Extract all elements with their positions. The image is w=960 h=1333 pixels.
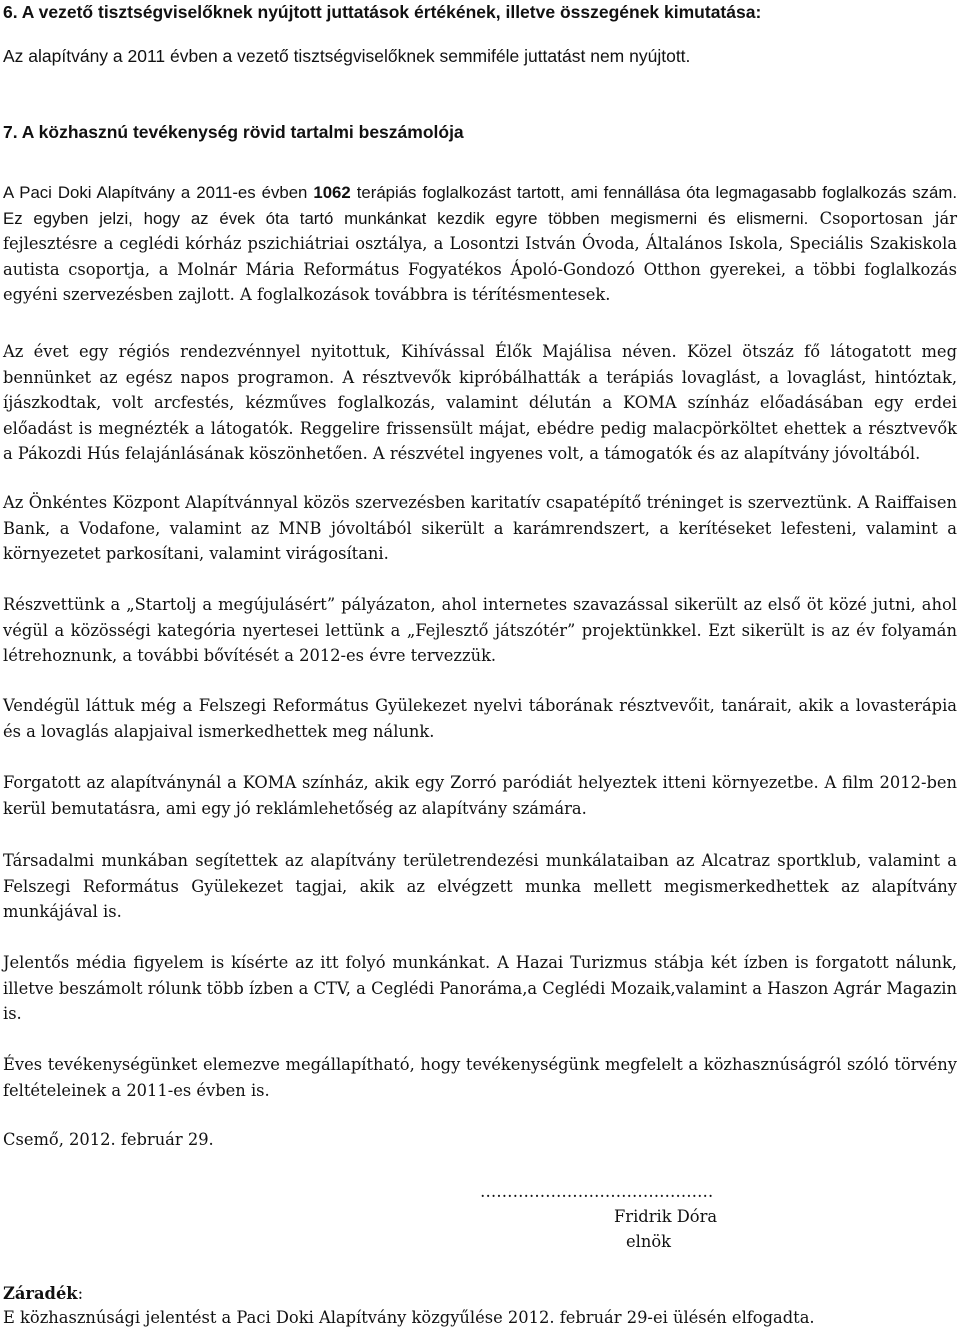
clause-colon: : bbox=[77, 1284, 84, 1303]
clause-text: E közhasznúsági jelentést a Paci Doki Alapítvány közgyűlése 2012. február 29-ei ülésén elfogadta. bbox=[3, 1308, 815, 1327]
activity-paragraph-1 bbox=[3, 180, 957, 308]
clause-label: Záradék bbox=[3, 1284, 78, 1303]
activity-paragraph-6: Forgatott az alapítványnál a KOMA színház, akik egy Zorró paródiát helyeztek itteni környezetbe. A film 2012-ben kerül bemutatásra, ami egy jó reklámlehetőség az alapítvány számára. bbox=[3, 773, 957, 818]
paragraph-1-groups: Csoportosan jár fejlesztésre a ceglédi kórház pszichiátriai osztálya, a Losontzi István Óvoda, Általános Iskola, Speciális Szakiskola autista csoportja, a Molnár Mária Református Fogyatékos Ápoló-Gondozó Otthon gyerekei, a többi foglalkozás egyéni szervezésben zajlott. A foglalkozások továbbra is térítésmentesek. bbox=[3, 208, 957, 304]
activity-paragraph-8: Jelentős média figyelem is kísérte az itt folyó munkánkat. A Hazai Turizmus stábja két ízben is forgatott nálunk, illetve beszámolt rólunk több ízben a CTV, a Ceglédi Panoráma,a Ceglédi Mozaik,valamint a Haszon Agrár Magazin is. bbox=[3, 953, 957, 1023]
paragraph-1-lead: A Paci Doki Alapítvány a 2011-es évben bbox=[3, 183, 314, 202]
signature-line: ……………………………………. bbox=[480, 1182, 714, 1201]
signatory-title: elnök bbox=[626, 1232, 671, 1251]
signatory-name: Fridrik Dóra bbox=[614, 1207, 718, 1226]
activity-paragraph-9: Éves tevékenységünket elemezve megállapítható, hogy tevékenységünk megfelelt a közhasznúságról szóló törvény feltételeinek a 2011-es évben is. bbox=[3, 1055, 957, 1100]
place-and-date: Csemő, 2012. február 29. bbox=[3, 1130, 214, 1149]
clause-heading bbox=[3, 1283, 83, 1305]
activity-paragraph-2: Az évet egy régiós rendezvénnyel nyitottuk, Kihívással Élők Majálisa néven. Közel ötszáz fő látogatott meg bennünket az egész napos programon. A résztvevők kipróbálhatták a terápiás lovaglást, a lovaglást, hintóztak, íjászkodtak, volt arcfestés, kézműves foglalkozás, valamint délután a KOMA színház előadásában egy erdei előadást is megnézték a látogatók. Reggelire frissensült májat, ebédre pedig malacpörköltet ehettek a résztvevők a Pákozdi Hús felajánlásának köszönhetően. A részvétel ingyenes volt, a támogatók és az alapítvány jóvoltából. bbox=[3, 342, 957, 463]
activity-paragraph-4: Részvettünk a „Startolj a megújulásért” pályázaton, ahol internetes szavazással sikerült az első öt közé jutni, ahol végül a közösségi kategória nyertesei lettünk a „Fejlesztő játszótér” projektünkkel. Ezt sikerült is az év folyamán létrehoznunk, a további bővítését a 2012-es évre tervezzük. bbox=[3, 595, 957, 665]
sessions-count: 1062 bbox=[313, 183, 351, 202]
paragraph-1-rest: terápiás foglalkozást tartott, ami fennállása óta legmagasabb foglalkozás szám. Ez egyben jelzi, hogy az évek óta tartó munkánkat kezdik egyre többen megismerni és elismerni. bbox=[3, 183, 957, 228]
section-7-heading: 7. A közhasznú tevékenység rövid tartalmi beszámolója bbox=[3, 122, 464, 142]
activity-paragraph-5: Vendégül láttuk még a Felszegi Református Gyülekezet nyelvi táborának résztvevőit, tanárait, akik a lovasterápia és a lovaglás alapjaival ismerkedhettek meg nálunk. bbox=[3, 696, 957, 741]
activity-paragraph-7: Társadalmi munkában segítettek az alapítvány területrendezési munkálataiban az Alcatraz sportklub, valamint a Felszegi Református Gyülekezet tagjai, akik az elvégzett munka mellett megismerkedhettek az alapítvány munkájával is. bbox=[3, 851, 957, 921]
activity-paragraph-3: Az Önkéntes Központ Alapítvánnyal közös szervezésben karitatív csapatépítő tréninget is szerveztünk. A Raiffaisen Bank, a Vodafone, valamint az MNB jóvoltából sikerült a karámrendszert, a kerítéseket lefesteni, valamint a környezetet parkosítani, valamint virágosítani. bbox=[3, 493, 957, 563]
section-6-heading: 6. A vezető tisztségviselőknek nyújtott juttatások értékének, illetve összegének kimutatása: bbox=[3, 2, 762, 22]
section-6-text: Az alapítvány a 2011 évben a vezető tisztségviselőknek semmiféle juttatást nem nyújtott. bbox=[3, 46, 691, 66]
